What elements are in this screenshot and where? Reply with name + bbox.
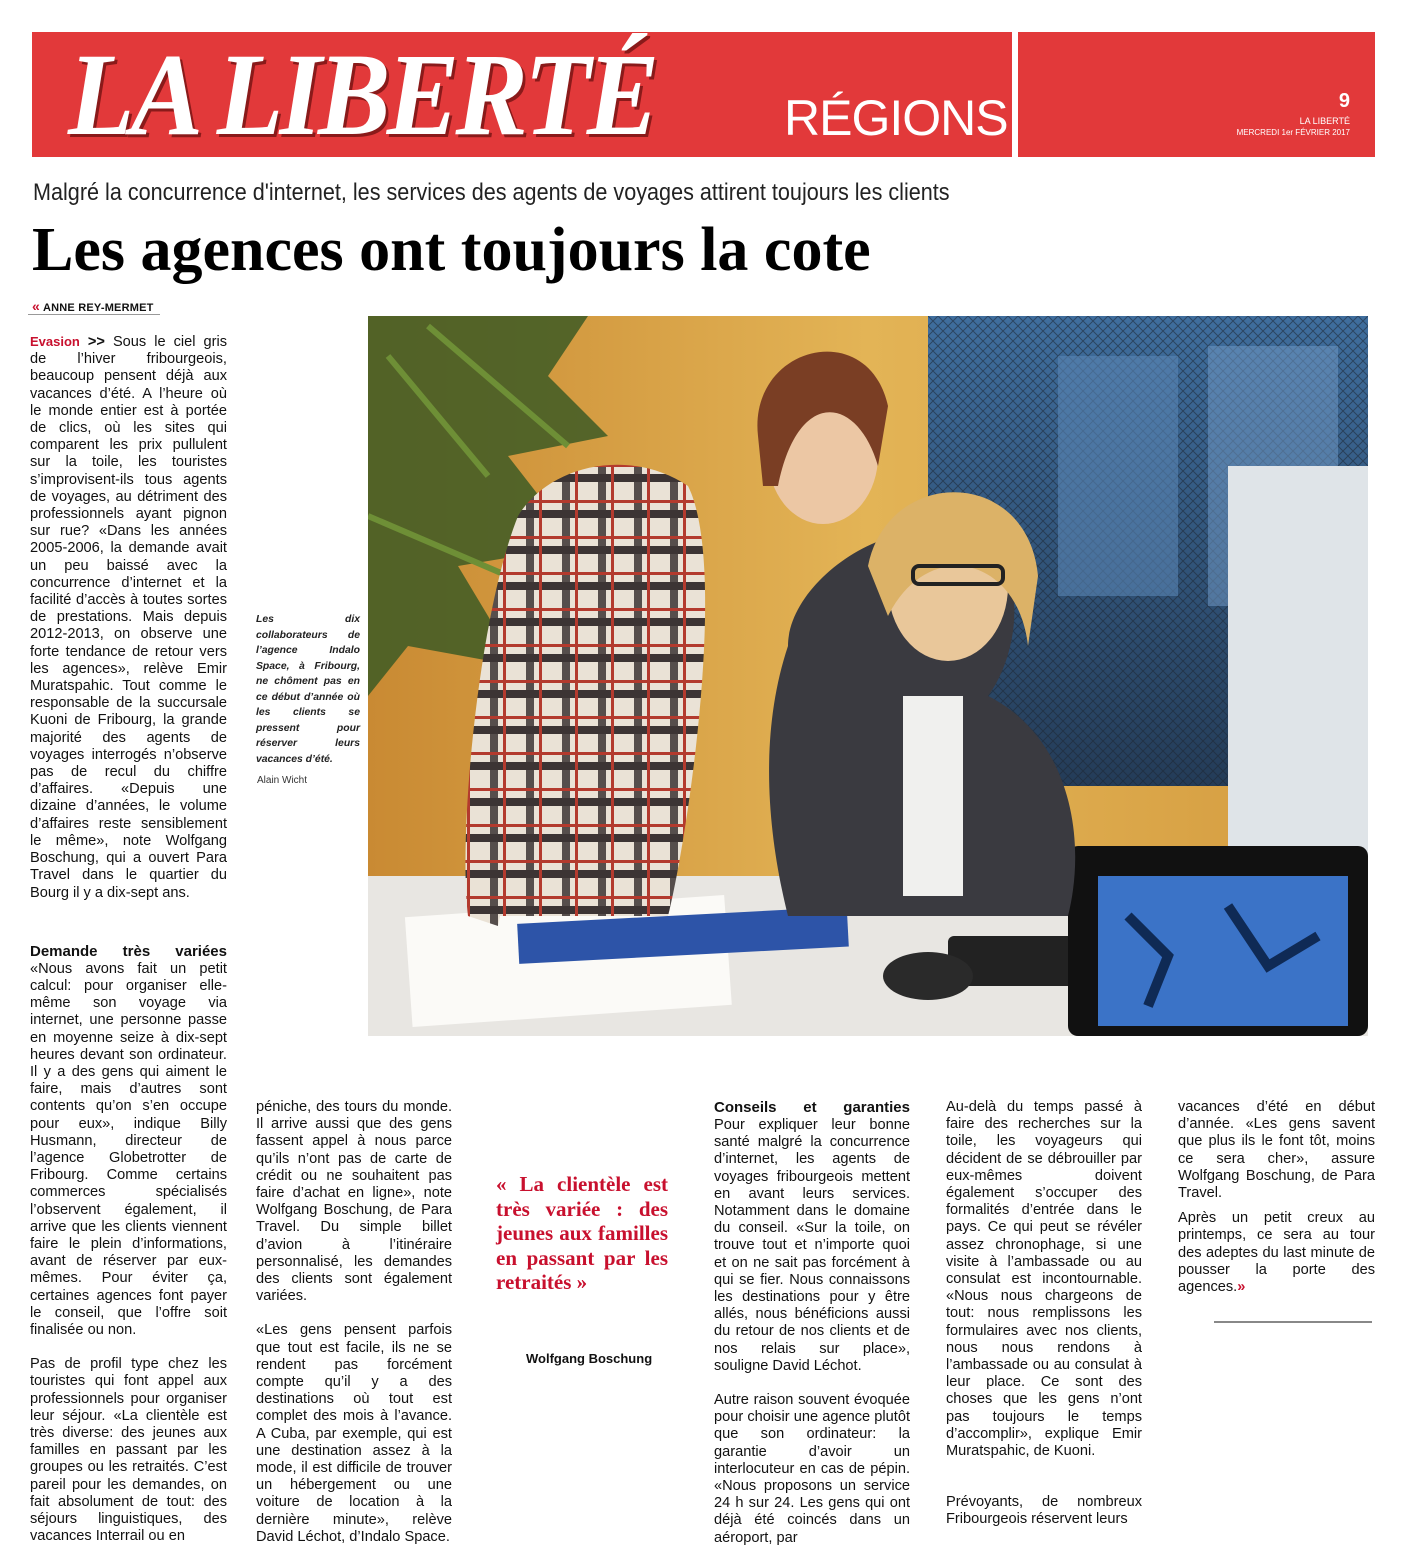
- photo-credit: Alain Wicht: [257, 775, 308, 786]
- paragraph: Pas de profil type chez les touristes qui font appel aux professionnels pour organiser leur séjour. «La clientèle est très diverse: des jeunes aux familles en passant par les groupes ou les retraités. C’est pareil pour les demandes, on fait absolument de tout: des séjours linguistiques, des vacances Interrail ou en: [30, 1356, 227, 1545]
- lead-label: Evasion: [30, 334, 80, 349]
- lead-arrow: >>: [87, 334, 105, 350]
- byline-mark: «: [32, 298, 40, 314]
- paragraph: Pour expliquer leur bonne santé malgré la concurrence d’internet, les agents de voyages fribourgeois mettent en avant leurs services. Notamment dans le domaine du conseil. «Sur la toile, on trouve tout et n’importe quoi et on ne sait pas forcément à qui se fier. Nous connaissons les destinations pour y être allés, nous bénéficions aussi du retour de nos clients et de nos relais sur place», souligne David Léchot.: [714, 1117, 910, 1374]
- article-column-1: [30, 333, 227, 1545]
- paragraph-text: Après un petit creux au printemps, ce sera au tour des adeptes du last minute de pousser la porte des agences.: [1178, 1210, 1375, 1296]
- paragraph-text: Sous le ciel gris de l’hiver fribourgeois, beaucoup pensent déjà aux vacances d’été. A l’heure où le monde entier est à portée de clics, où les sites qui comparent les prix pullulent sur la toile, les touristes s’improvisent-ils tous agents de voyages, au détriment des professionnels ayant pignon sur rue? «Dans les années 2005-2006, la demande avait un peu baissé avec la concurrence d’internet et la facilité d’accès à toutes sortes de prestations. Mais depuis 2012-2013, on observe une forte tendance de retour vers les agences», relève Emir Muratspahic. Tout comme le responsable de la succursale Kuoni de Fribourg, la grande majorité des agents de voyages interrogés n’observe pas de recul du chiffre d’affaires. «Depuis une dizaine d’années, le volume d’affaires reste sensiblement le même», note Wolfgang Boschung, qui a ouvert Para Travel dans le quartier du Bourg il y a dix-sept ans.: [30, 334, 227, 901]
- subhead-demande: Demande très variées: [30, 942, 227, 960]
- paragraph: Autre raison souvent évoquée pour choisir une agence plutôt que son ordinateur: la garantie d’avoir un interlocuteur en cas de pépin. «Nous proposons un service 24 h sur 24. Les gens qui ont déjà été coincés dans un aéroport, par: [714, 1392, 910, 1546]
- photo-caption: Les dix collaborateurs de l’agence Indalo Space, à Fribourg, ne chôment pas en ce début d’année où les clients se pressent pour réserver leurs vacances d’été.: [256, 614, 360, 765]
- subhead-conseils: Conseils et garanties: [714, 1099, 910, 1116]
- article-kicker: Malgré la concurrence d'internet, les services des agents de voyages attirent toujours les clients: [33, 179, 950, 206]
- article-photo: [368, 316, 1368, 1036]
- byline: [32, 298, 154, 314]
- pull-quote: « La clientèle est très variée : des jeunes aux familles en passant par les retraités »: [496, 1172, 668, 1294]
- section-title: RÉGIONS: [784, 90, 1008, 146]
- publication-date: MERCREDI 1er FÉVRIER 2017: [1236, 128, 1350, 137]
- closing-paragraph: [1178, 1210, 1375, 1296]
- byline-divider: [28, 314, 160, 315]
- end-mark: »: [1237, 1279, 1246, 1296]
- paragraph: Prévoyants, de nombreux Fribourgeois réservent leurs: [946, 1494, 1142, 1528]
- paragraph: péniche, des tours du monde. Il arrive aussi que des gens fassent appel à nous parce qu’ils n’ont pas de carte de crédit ou ne souhaitent pas faire d’achat en ligne», note Wolfgang Boschung, de Para Travel. Du simple billet d’avion à l’itinéraire personnalisé, les demandes des clients sont également variées.: [256, 1099, 452, 1305]
- paragraph: Au-delà du temps passé à faire des recherches sur la toile, les voyageurs qui décident de se débrouiller par eux-mêmes doivent également s’occuper des formalités d’entrée dans le pays. Ce qui peut se révéler assez chronophage, si une visite à l’ambassade ou au consulat est incontournable. «Nous nous chargeons de tout: nous remplissons les formulaires avec nos clients, nous nous rendons à l’ambassade ou au consulat à leur place. Ce sont des choses que les gens n’ont pas toujours le temps d’accomplir», explique Emir Muratspahic, de Kuoni.: [946, 1099, 1142, 1460]
- paragraph: «Les gens pensent parfois que tout est facile, ils ne se rendent pas forcément compte qu’il y a des destinations où tout est complet des mois à l’avance. A Cuba, par exemple, qui est une destination assez à la mode, il est difficile de trouver un hébergement ou une voiture de location à la dernière minute», relève David Léchot, d’Indalo Space.: [256, 1322, 452, 1545]
- byline-author: ANNE REY-MERMET: [43, 302, 154, 314]
- paragraph: «Nous avons fait un petit calcul: pour organiser elle-même son voyage via internet, une personne passe en moyenne seize à dix-sept heures devant son ordinateur. Il y a des gens qui aiment le faire, mais d’autres sont contents qu’on s’en occupe pour eux», indique Billy Husmann, directeur de l’agence Globetrotter de Fribourg. Comme certains commerces spécialisés l’observent également, il arrive que les clients viennent faire le plein d’informations, avant de réserver par eux-mêmes. Pour éviter ça, certaines agences font payer le conseil, que l’offre soit finalisée ou non.: [30, 960, 227, 1338]
- paragraph: vacances d’été en début d’année. «Les gens savent que plus ils le font tôt, moins ce sera cher», assure Wolfgang Boschung, de Para Travel.: [1178, 1099, 1375, 1202]
- newspaper-logo: LA LIBERTÉ: [68, 29, 656, 160]
- page-number: 9: [1338, 90, 1350, 112]
- article-column-2: [256, 1099, 452, 1546]
- article-column-6: [1178, 1099, 1375, 1296]
- pull-quote-author: Wolfgang Boschung: [526, 1351, 653, 1366]
- article-headline: Les agences ont toujours la cote: [32, 216, 871, 284]
- end-divider: [1214, 1321, 1372, 1323]
- article-column-5: [946, 1099, 1142, 1529]
- article-column-4: [714, 1099, 910, 1547]
- lead-paragraph: [30, 333, 227, 902]
- publication-name: LA LIBERTÉ: [1299, 116, 1350, 126]
